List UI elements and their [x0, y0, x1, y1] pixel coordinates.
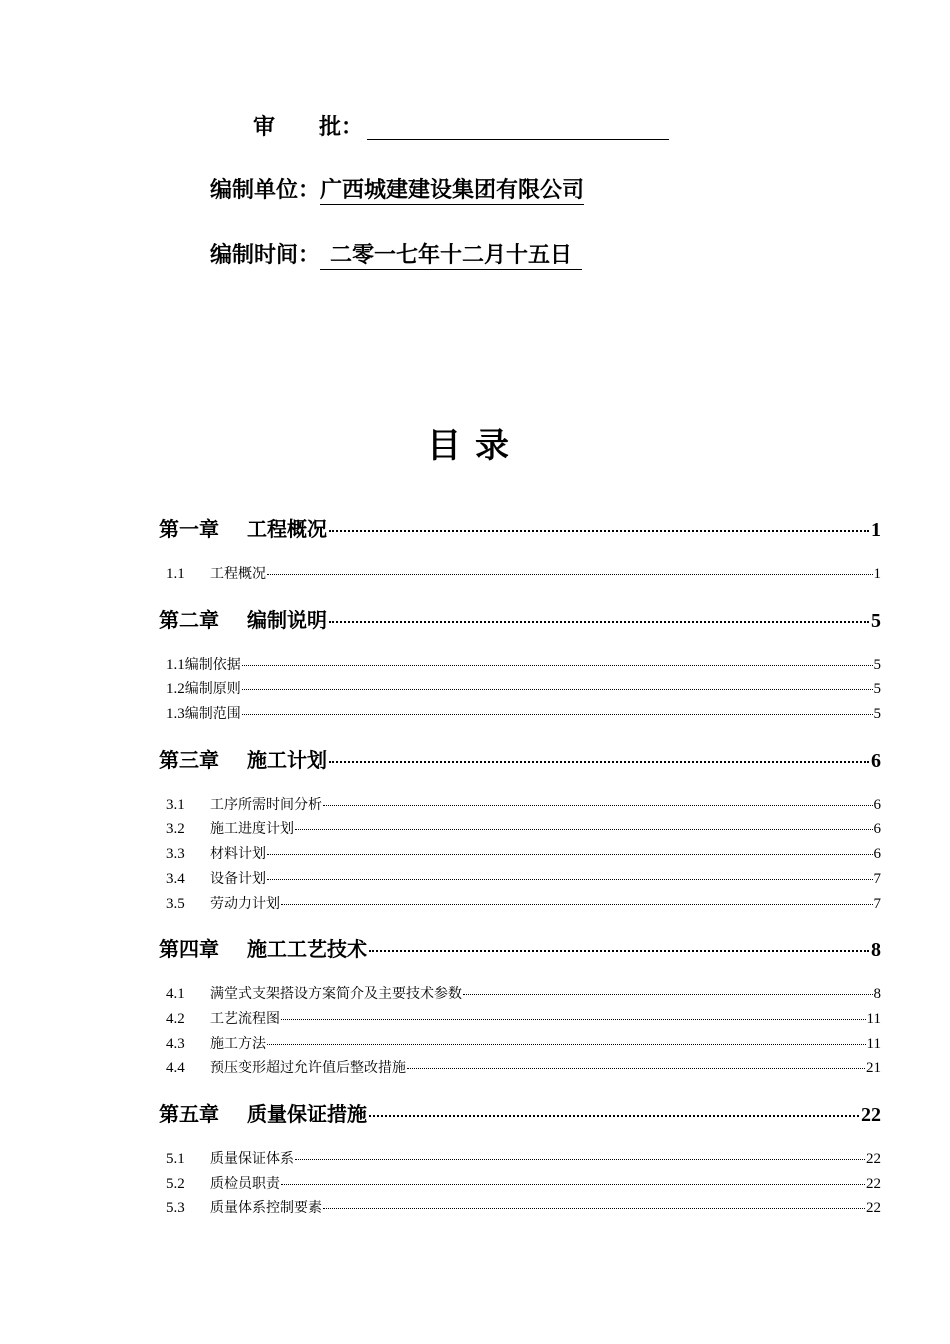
toc-section-page: 11 [866, 1035, 881, 1052]
toc-chapter-entry[interactable] [159, 512, 881, 546]
toc-section-entry[interactable] [159, 867, 881, 892]
toc-chapter-page: 6 [871, 749, 881, 772]
toc-section-entry[interactable] [159, 1147, 881, 1172]
toc-section-number: 1.3 [166, 706, 185, 723]
toc-chapter-title: 施工工艺技术 [247, 937, 367, 962]
toc-chapter-page: 8 [871, 939, 881, 962]
toc-section-number: 3.3 [166, 846, 185, 863]
toc-section-page: 6 [873, 846, 881, 863]
toc-chapter-entry[interactable] [159, 743, 881, 777]
toc-section-number: 4.3 [166, 1035, 185, 1052]
toc-section-number: 3.5 [166, 895, 185, 912]
toc-section-entry[interactable] [159, 653, 881, 678]
spacer [159, 1081, 881, 1097]
toc-section-entry[interactable] [159, 982, 881, 1007]
toc-section-entry[interactable] [159, 1032, 881, 1057]
toc-chapter-page: 22 [861, 1103, 881, 1126]
toc-chapter-number: 第五章 [159, 1101, 219, 1126]
toc-section-title: 施工方法 [210, 1035, 266, 1052]
toc-section-number: 3.1 [166, 796, 185, 813]
toc-chapter-number: 第一章 [159, 517, 219, 541]
toc-section-entry[interactable] [159, 842, 881, 867]
spacer [159, 1131, 881, 1147]
toc-section-title: 工序所需时间分析 [210, 796, 322, 813]
toc-section-number: 4.1 [166, 986, 185, 1003]
toc-leader-dots [242, 681, 873, 690]
toc-section-title: 设备计划 [210, 870, 266, 887]
toc-leader-dots [242, 657, 873, 666]
toc-section-number: 4.4 [166, 1060, 185, 1077]
toc-section-title: 施工进度计划 [210, 821, 294, 838]
toc-section-title: 满堂式支架搭设方案简介及主要技术参数 [210, 986, 462, 1003]
toc-section-number: 1.2 [166, 681, 185, 698]
toc-section-entry[interactable] [159, 793, 881, 818]
toc-leader-dots [295, 1151, 865, 1160]
toc-leader-dots [329, 751, 869, 763]
toc-chapter-number: 第二章 [159, 607, 219, 632]
toc-leader-dots [295, 821, 873, 830]
toc-leader-dots [267, 871, 873, 880]
toc-section-entry[interactable] [159, 892, 881, 917]
toc-chapter-entry[interactable] [159, 1097, 881, 1131]
toc-section-entry[interactable] [159, 1056, 881, 1081]
toc-leader-dots [369, 1105, 859, 1117]
toc-leader-dots [369, 940, 869, 952]
toc-section-page: 22 [866, 1150, 881, 1167]
toc-section-page: 7 [873, 895, 881, 912]
toc-section-title: 编制原则 [184, 681, 241, 698]
toc-title: 目录 [427, 426, 523, 466]
toc-section-entry[interactable] [159, 1172, 881, 1197]
toc-section-page: 6 [873, 796, 881, 813]
compiling-time-row [210, 241, 582, 271]
toc-leader-dots [329, 520, 869, 532]
toc-section-page: 21 [866, 1060, 881, 1077]
spacer [159, 546, 881, 562]
compiling-unit-label: 编制单位： [210, 178, 321, 203]
toc-section-title: 质量保证体系 [210, 1150, 294, 1167]
toc-section-entry[interactable] [159, 677, 881, 702]
toc-section-title: 材料计划 [210, 846, 266, 863]
toc-leader-dots [407, 1060, 865, 1069]
toc-section-title: 编制范围 [184, 706, 241, 723]
toc-section-page: 22 [866, 1175, 881, 1192]
toc-section-page: 5 [873, 706, 881, 723]
toc-section-title: 编制依据 [184, 656, 241, 673]
toc-chapter-entry[interactable] [159, 932, 881, 966]
toc-leader-dots [463, 986, 873, 995]
toc-section-page: 22 [866, 1200, 881, 1217]
compiling-time-label: 编制时间： [210, 243, 321, 268]
toc-section-entry[interactable] [159, 1007, 881, 1032]
toc-section-number: 5.3 [166, 1200, 185, 1217]
spacer [159, 916, 881, 932]
toc-section-title: 工艺流程图 [210, 1010, 280, 1027]
compiling-unit-row [210, 176, 584, 206]
toc-section-page: 7 [873, 870, 881, 887]
toc-section-entry[interactable] [159, 702, 881, 727]
toc-chapter-number: 第四章 [159, 937, 219, 962]
toc-leader-dots [281, 1176, 865, 1185]
toc-leader-dots [242, 706, 873, 715]
compiling-time-value: 二零一七年十二月十五日 [320, 243, 582, 270]
spacer [159, 777, 881, 793]
toc-leader-dots [281, 896, 873, 905]
toc-section-number: 1.1 [166, 566, 185, 582]
toc-leader-dots [323, 1200, 865, 1209]
toc-section-title: 劳动力计划 [210, 895, 280, 912]
toc-leader-dots [329, 611, 869, 623]
toc-chapter-page: 1 [871, 519, 881, 541]
toc-section-number: 5.1 [166, 1150, 185, 1167]
toc-section-number: 3.2 [166, 821, 185, 838]
toc-section-page: 5 [873, 681, 881, 698]
toc-section-number: 1.1 [166, 656, 185, 673]
toc-chapter-title: 质量保证措施 [247, 1101, 367, 1126]
toc-leader-dots [323, 797, 873, 806]
toc-section-page: 6 [873, 821, 881, 838]
spacer [159, 727, 881, 743]
toc-leader-dots [281, 1011, 866, 1020]
toc-section-number: 3.4 [166, 870, 185, 887]
approval-label: 审 批： [253, 115, 364, 140]
spacer [159, 637, 881, 653]
toc-chapter-page: 5 [871, 609, 881, 632]
spacer [159, 587, 881, 603]
toc-section-page: 5 [873, 656, 881, 673]
toc-chapter-title: 工程概况 [247, 517, 327, 541]
compiling-unit-value: 广西城建建设集团有限公司 [320, 178, 585, 203]
toc-leader-dots [267, 566, 873, 575]
toc-section-entry[interactable] [159, 562, 881, 587]
toc-chapter-title: 施工计划 [247, 747, 327, 772]
toc-section-page: 1 [873, 566, 881, 582]
toc-section-entry[interactable] [159, 817, 881, 842]
toc-section-number: 4.2 [166, 1010, 185, 1027]
toc-chapter-entry[interactable] [159, 603, 881, 637]
toc-section-entry[interactable] [159, 1196, 881, 1221]
toc-section-page: 8 [873, 986, 881, 1003]
table-of-contents [159, 512, 881, 1237]
approval-row [253, 113, 669, 143]
approval-signature-line [367, 113, 669, 140]
toc-section-title: 工程概况 [210, 566, 266, 582]
toc-leader-dots [267, 846, 873, 855]
toc-section-number: 5.2 [166, 1175, 185, 1192]
spacer [159, 1221, 881, 1237]
toc-chapter-number: 第三章 [159, 747, 219, 772]
spacer [159, 966, 881, 982]
toc-section-title: 质量体系控制要素 [210, 1200, 322, 1217]
toc-section-title: 预压变形超过允许值后整改措施 [210, 1060, 406, 1077]
toc-leader-dots [267, 1036, 866, 1045]
toc-section-title: 质检员职责 [210, 1175, 280, 1192]
toc-chapter-title: 编制说明 [247, 607, 327, 632]
toc-section-page: 11 [866, 1010, 881, 1027]
